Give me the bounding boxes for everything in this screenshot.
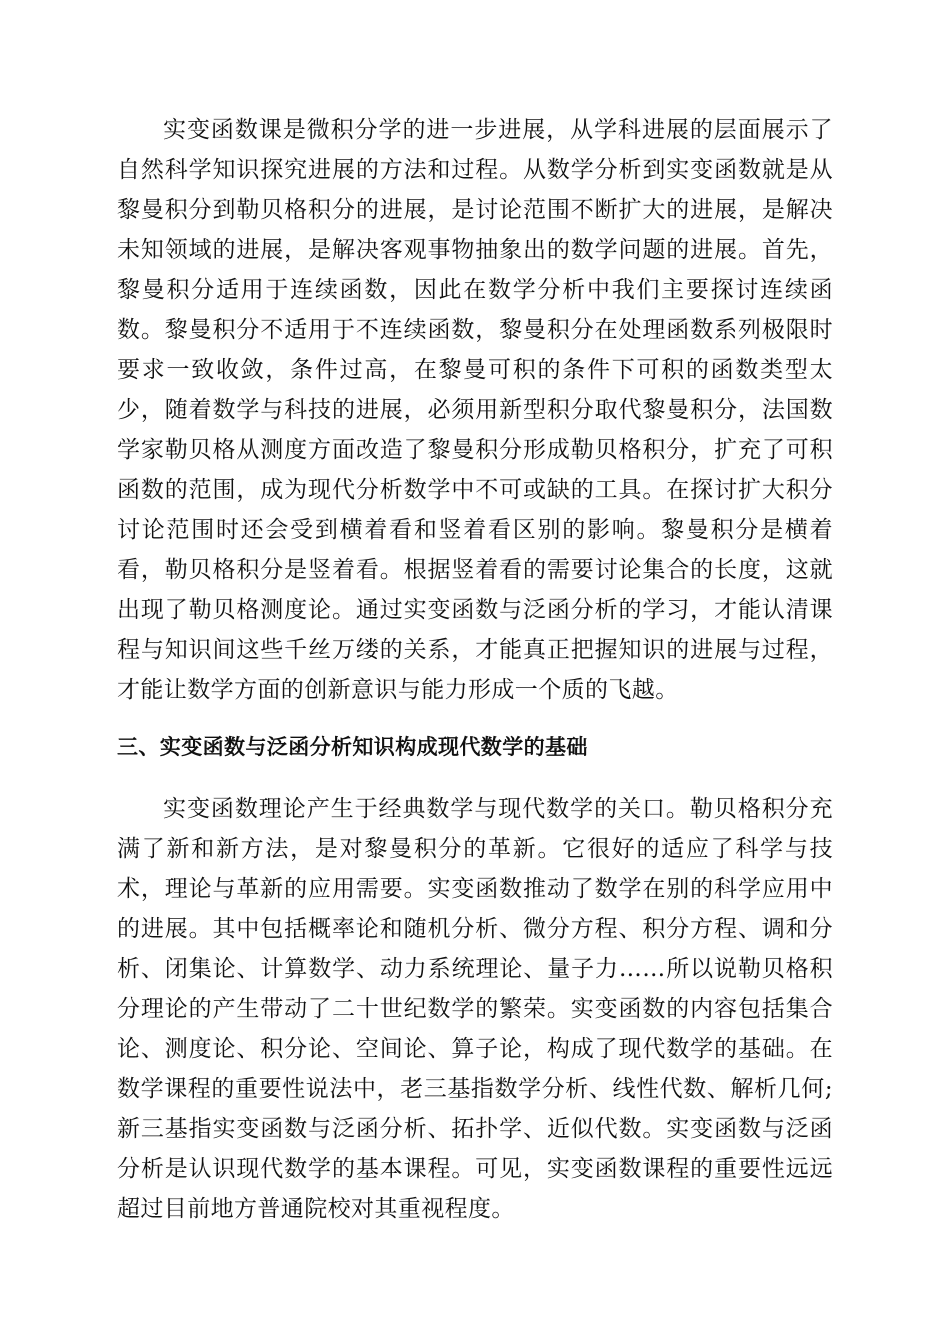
section-heading: 三、实变函数与泛函分析知识构成现代数学的基础 (117, 735, 588, 759)
paragraph-modern-mathematics-foundation: 实变函数理论产生于经典数学与现代数学的关口。勒贝格积分充满了新和新方法，是对黎曼积分的革新。它很好的适应了科学与技术，理论与革新的应用需要。实变函数推动了数学在别的科学应用中的进展。其中包括概率论和随机分析、微分方程、积分方程、调和分析、闭集论、计算数学、动力系统理论、量子力……所以说勒贝格积分理论的产生带动了二十世纪数学的繁荣。实变函数的内容包括集合论、测度论、积分论、空间论、算子论，构成了现代数学的基础。在数学课程的重要性说法中，老三基指数学分析、线性代数、解析几何;新三基指实变函数与泛函分析、拓扑学、近似代数。实变函数与泛函分析是认识现代数学的基本课程。可见，实变函数课程的重要性远远超过目前地方普通院校对其重视程度。 (117, 796, 833, 1222)
document-body (117, 110, 833, 1229)
paragraph-integration-development: 实变函数课是微积分学的进一步进展，从学科进展的层面展示了自然科学知识探究进展的方法和过程。从数学分析到实变函数就是从黎曼积分到勒贝格积分的进展，是讨论范围不断扩大的进展，是解决未知领域的进展，是解决客观事物抽象出的数学问题的进展。首先，黎曼积分适用于连续函数，因此在数学分析中我们主要探讨连续函数。黎曼积分不适用于不连续函数，黎曼积分在处理函数系列极限时要求一致收敛，条件过高，在黎曼可积的条件下可积的函数类型太少，随着数学与科技的进展，必须用新型积分取代黎曼积分，法国数学家勒贝格从测度方面改造了黎曼积分形成勒贝格积分，扩充了可积函数的范围，成为现代分析数学中不可或缺的工具。在探讨扩大积分讨论范围时还会受到横着看和竖着看区别的影响。黎曼积分是横着看，勒贝格积分是竖着看。根据竖着看的需要讨论集合的长度，这就出现了勒贝格测度论。通过实变函数与泛函分析的学习，才能认清课程与知识间这些千丝万缕的关系，才能真正把握知识的进展与过程，才能让数学方面的创新意识与能力形成一个质的飞越。 (117, 117, 833, 703)
